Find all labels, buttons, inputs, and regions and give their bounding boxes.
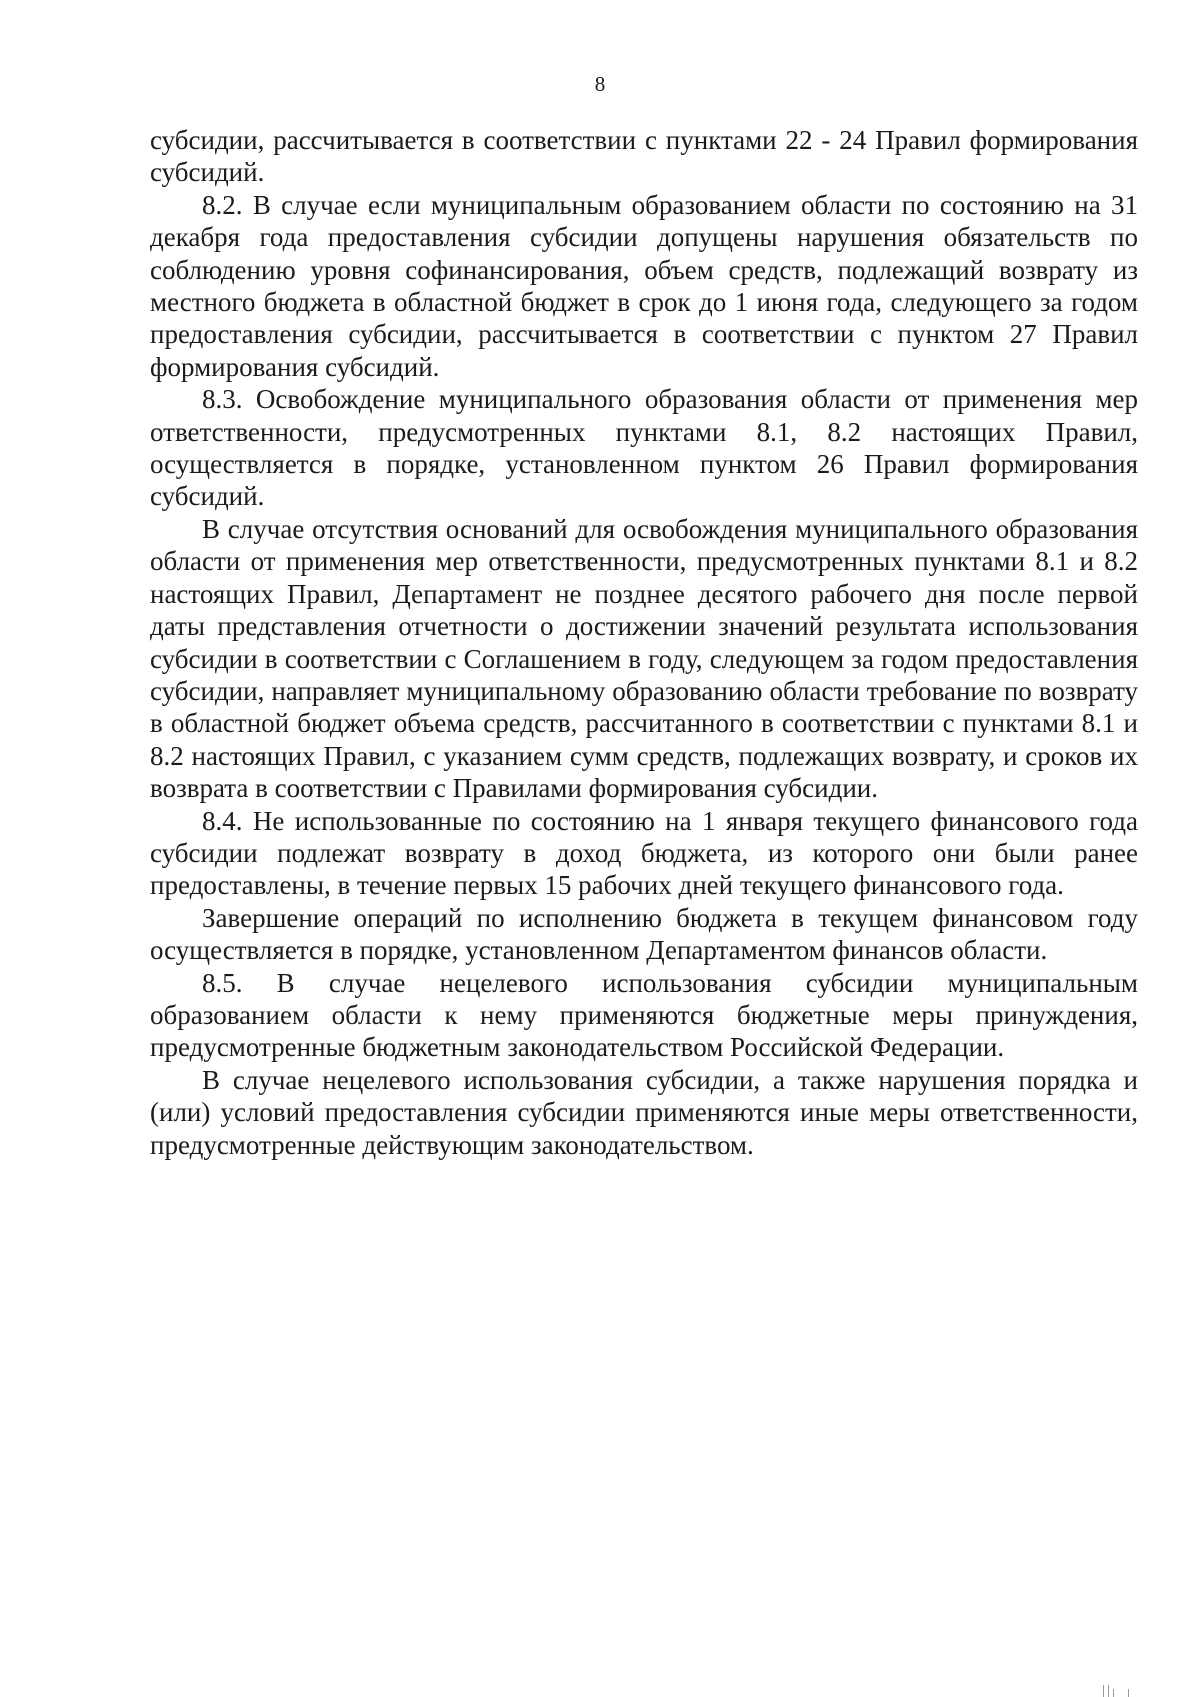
document-body <box>150 124 1138 1161</box>
scan-edge-mark <box>1108 1685 1109 1697</box>
paragraph-8-2: 8.2. В случае если муниципальным образованием области по состоянию на 31 декабря года предоставления субсидии допущены нарушения обязательств по соблюдению уровня софинансирования, объем средств, подлежащий возврату из местного бюджета в областной бюджет в срок до 1 июня года, следующего за годом предоставления субсидии, рассчитывается в соответствии с пунктом 27 Правил формирования субсидий. <box>150 189 1138 382</box>
paragraph-budget-completion: Завершение операций по исполнению бюджета в текущем финансовом году осуществляется в порядке, установленном Департаментом финансов области. <box>150 902 1138 966</box>
paragraph-8-3: 8.3. Освобождение муниципального образования области от применения мер ответственности, предусмотренных пунктами 8.1, 8.2 настоящих Правил, осуществляется в порядке, установленном пунктом 26 Правил формирования субсидий. <box>150 384 1138 512</box>
paragraph-8-5: 8.5. В случае нецелевого использования субсидии муниципальным образованием области к нему применяются бюджетные меры принуждения, предусмотренные бюджетным законодательством Российской Федерации. <box>150 967 1138 1063</box>
page-number: 8 <box>594 72 606 96</box>
scan-edge-mark <box>1103 1685 1104 1697</box>
paragraph-misuse-measures: В случае нецелевого использования субсидии, а также нарушения порядка и (или) условий предоставления субсидии применяются иные меры ответственности, предусмотренные действующим законодательством. <box>150 1064 1138 1160</box>
paragraph-8-4: 8.4. Не использованные по состоянию на 1 января текущего финансового года субсидии подлежат возврату в доход бюджета, из которого они были ранее предоставлены, в течение первых 15 рабочих дней текущего финансового года. <box>150 805 1138 901</box>
scan-edge-mark <box>1113 1689 1114 1697</box>
paragraph-continuation: субсидии, рассчитывается в соответствии с пунктами 22 - 24 Правил формирования субсидий. <box>150 125 1138 188</box>
paragraph-no-grounds: В случае отсутствия оснований для освобождения муниципального образования области от применения мер ответственности, предусмотренных пунктами 8.1 и 8.2 настоящих Правил, Департамент не позднее десятого рабочего дня после первой даты представления отчетности о достижении значений результата использования субсидии в соответствии с Соглашением в году, следующем за годом предоставления субсидии, направляет муниципальному образованию области требование по возврату в областной бюджет объема средств, рассчитанного в соответствии с пунктами 8.1 и 8.2 настоящих Правил, с указанием сумм средств, подлежащих возврату, и сроков их возврата в соответствии с Правилами формирования субсидии. <box>150 513 1138 804</box>
scan-edge-mark <box>1128 1689 1129 1697</box>
